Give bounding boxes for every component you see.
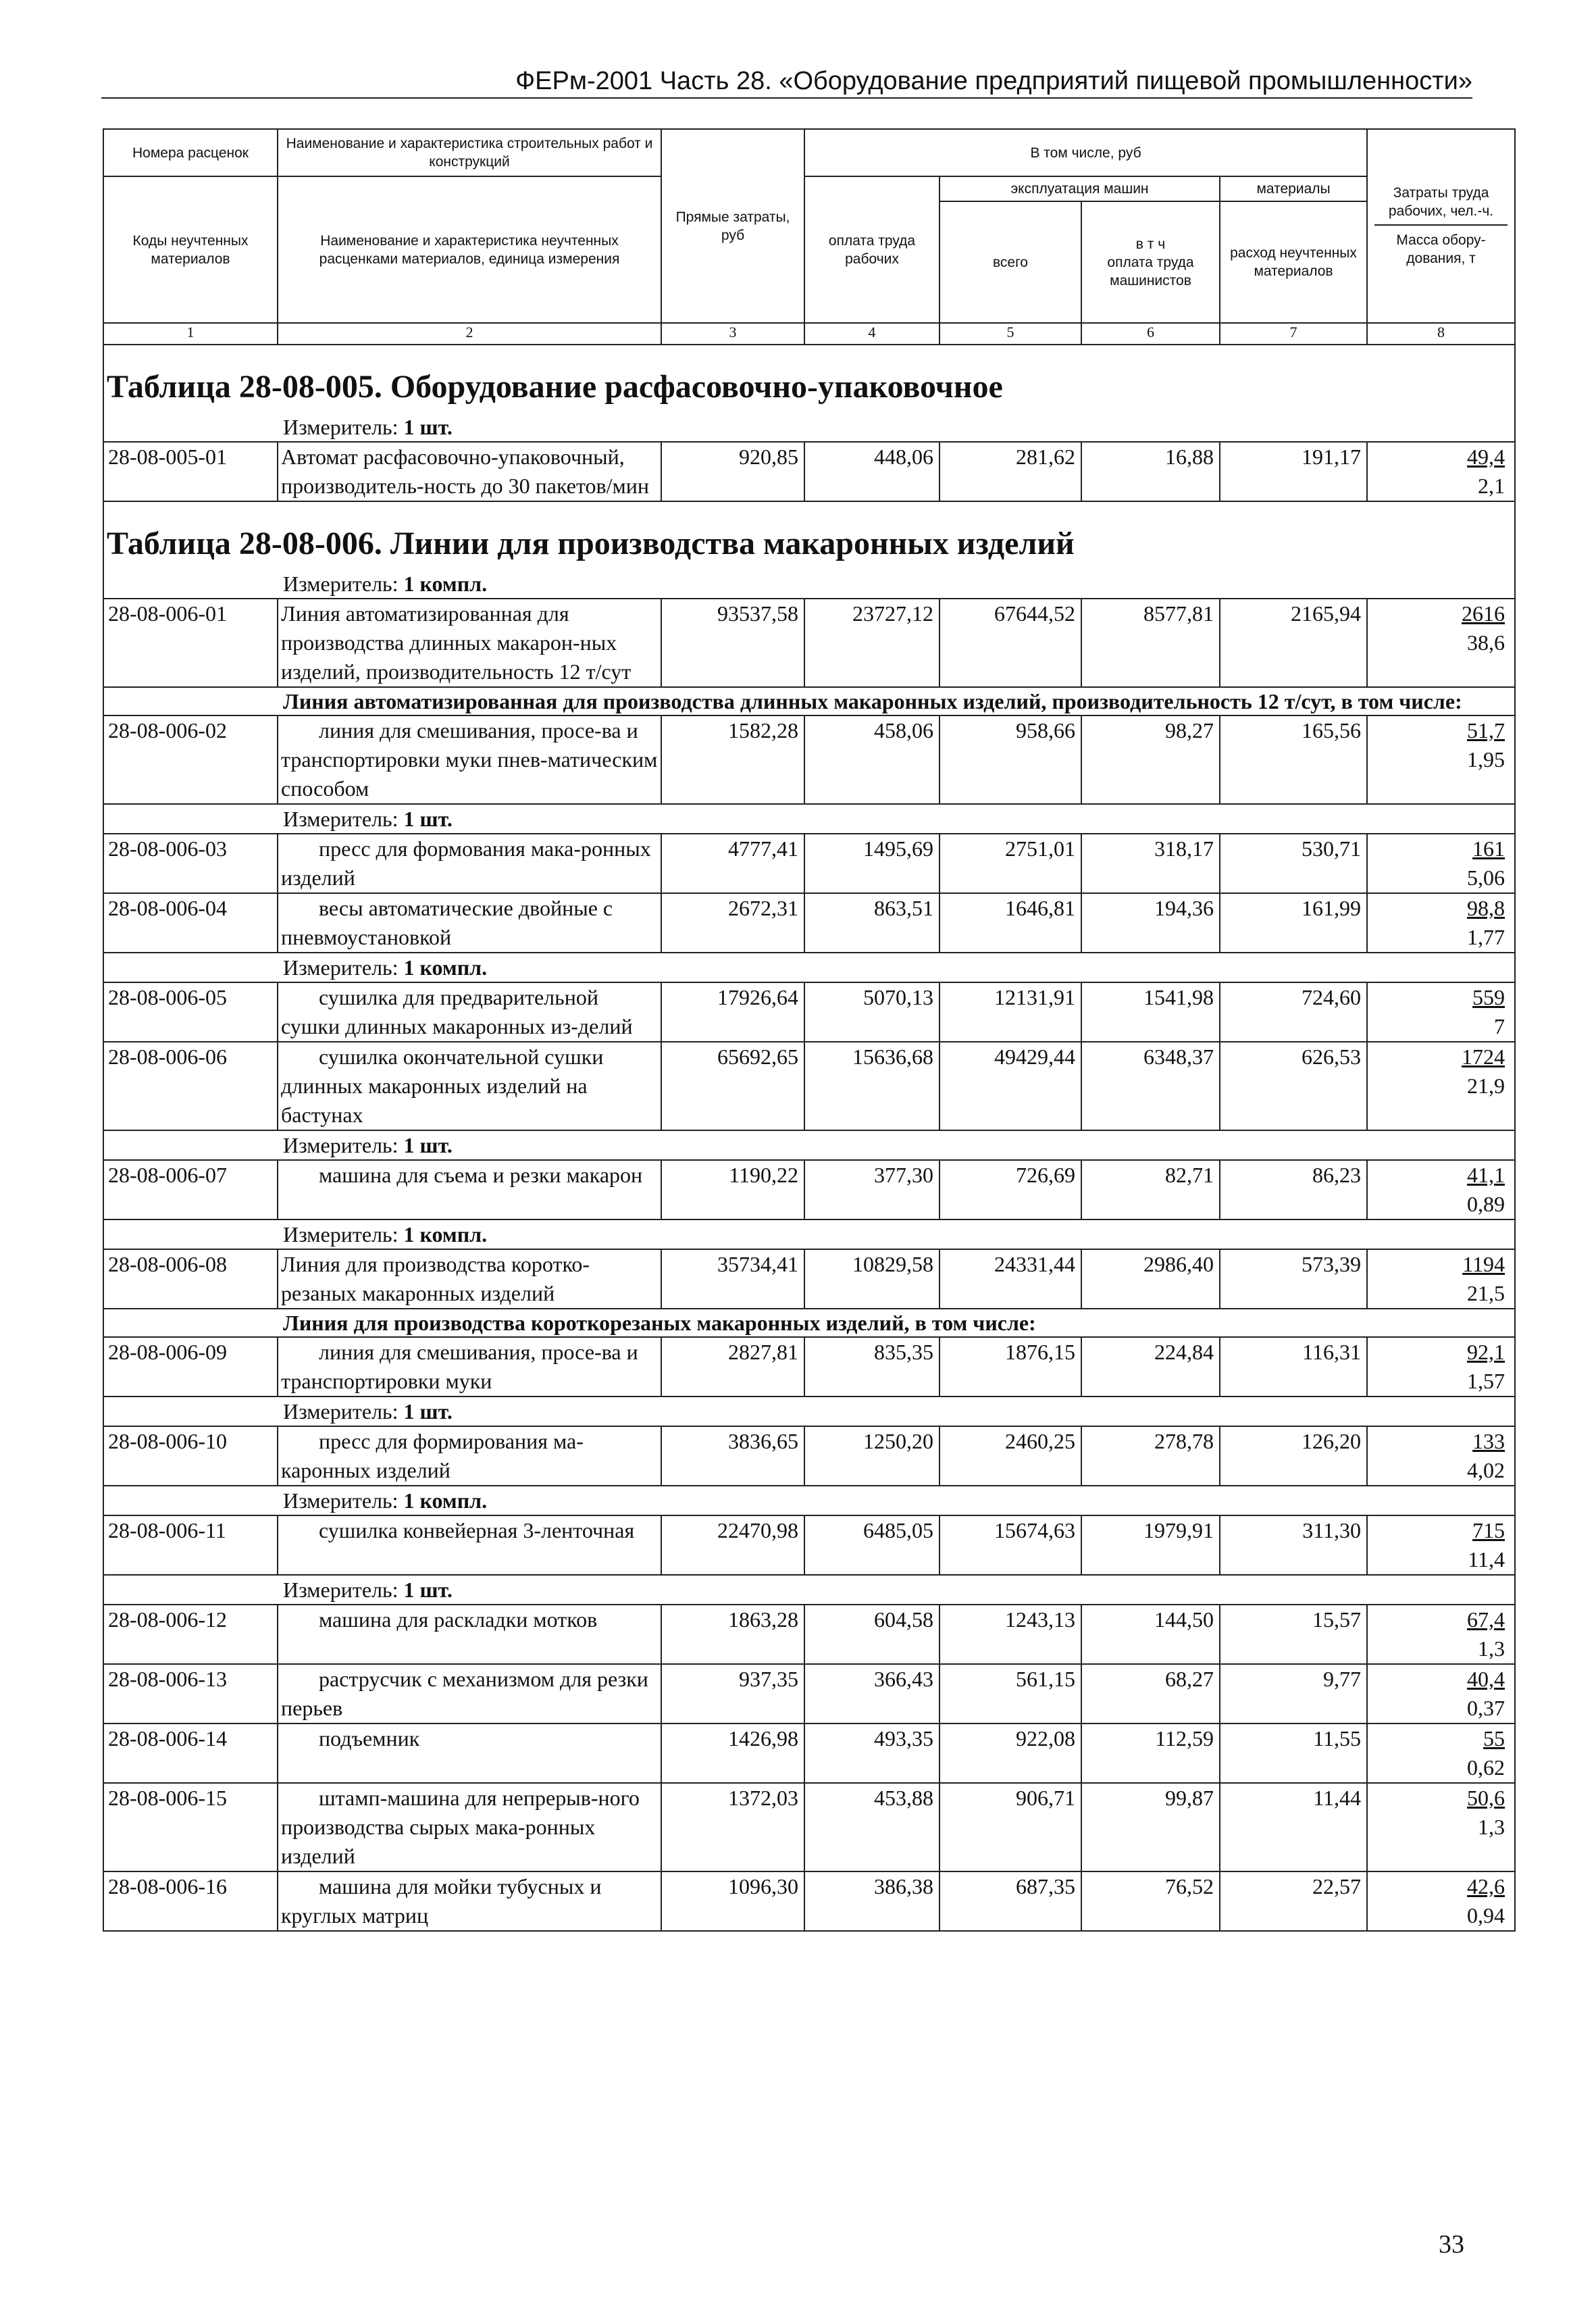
machine-labor: 224,84 [1081, 1337, 1220, 1397]
page-header [101, 65, 1472, 99]
materials: 86,23 [1220, 1160, 1367, 1219]
hd-col8 [1367, 129, 1515, 323]
machine-labor: 68,27 [1081, 1664, 1220, 1724]
hd-col2-top: Наименование и характеристика строительных работ и конструкций [278, 129, 661, 176]
machine-labor: 2986,40 [1081, 1249, 1220, 1309]
labor-hours: 1724 [1462, 1045, 1505, 1069]
machine-total: 726,69 [939, 1160, 1081, 1219]
table-row [103, 599, 1515, 687]
table-row [103, 893, 1515, 953]
rate-code: 28-08-006-03 [103, 834, 278, 893]
hd-num-2: 2 [278, 323, 661, 345]
labor-hours: 51,7 [1467, 718, 1505, 743]
equipment-mass: 11,4 [1468, 1547, 1505, 1571]
unit-006-6 [103, 1397, 1515, 1426]
machine-total: 2460,25 [939, 1426, 1081, 1486]
labor-mass [1367, 1871, 1515, 1931]
materials: 191,17 [1220, 442, 1367, 501]
rate-code: 28-08-006-15 [103, 1783, 278, 1871]
labor-hours: 2616 [1462, 601, 1505, 626]
hd-group: В том числе, руб [804, 129, 1367, 176]
table-row [103, 1515, 1515, 1575]
machine-total: 281,62 [939, 442, 1081, 501]
labor-mass [1367, 1515, 1515, 1575]
unit-006-4 [103, 1130, 1515, 1160]
labor-pay: 366,43 [804, 1664, 939, 1724]
machine-labor: 1541,98 [1081, 982, 1220, 1042]
rate-code: 28-08-006-16 [103, 1871, 278, 1931]
machine-total: 12131,91 [939, 982, 1081, 1042]
materials: 573,39 [1220, 1249, 1367, 1309]
labor-pay: 458,06 [804, 715, 939, 804]
equipment-mass: 5,06 [1467, 865, 1505, 890]
machine-total: 1876,15 [939, 1337, 1081, 1397]
equipment-mass: 1,77 [1467, 925, 1505, 949]
hd-num-5: 5 [939, 323, 1081, 345]
rate-code: 28-08-006-01 [103, 599, 278, 687]
machine-total: 1243,13 [939, 1605, 1081, 1664]
hd-col5: всего [939, 201, 1081, 323]
machine-total: 687,35 [939, 1871, 1081, 1931]
unit-label: Измеритель: [283, 1222, 398, 1247]
hd-materials: материалы [1220, 176, 1367, 201]
unit-row [103, 1575, 1515, 1605]
rate-name: сушилка окончательной сушки длинных макаронных изделий на бастунах [278, 1042, 661, 1130]
rate-code: 28-08-006-04 [103, 893, 278, 953]
labor-hours: 40,4 [1467, 1667, 1505, 1691]
hd-col2-bottom: Наименование и характеристика неучтенных расценками материалов, единица измерения [278, 176, 661, 323]
labor-pay: 23727,12 [804, 599, 939, 687]
labor-hours: 715 [1472, 1518, 1505, 1542]
labor-hours: 55 [1483, 1726, 1505, 1751]
equipment-mass: 1,3 [1478, 1815, 1505, 1839]
equipment-mass: 0,62 [1467, 1755, 1505, 1780]
machine-labor: 6348,37 [1081, 1042, 1220, 1130]
equipment-mass: 21,9 [1467, 1074, 1505, 1098]
labor-mass [1367, 1426, 1515, 1486]
table-row [103, 1605, 1515, 1664]
rate-name: сушилка для предварительной сушки длинных макаронных из-делий [278, 982, 661, 1042]
table-row [103, 1042, 1515, 1130]
hd-num-7: 7 [1220, 323, 1367, 345]
unit-label: Измеритель: [283, 415, 398, 439]
table-006-title-row [103, 501, 1515, 570]
hd-col3: Прямые затраты, руб [661, 129, 804, 323]
header-row-2 [103, 176, 1515, 201]
direct-cost: 2827,81 [661, 1337, 804, 1397]
labor-pay: 386,38 [804, 1871, 939, 1931]
machine-total: 24331,44 [939, 1249, 1081, 1309]
rate-name: сушилка конвейерная 3-ленточная [278, 1515, 661, 1575]
machine-total: 906,71 [939, 1783, 1081, 1871]
materials: 15,57 [1220, 1605, 1367, 1664]
table-row [103, 1871, 1515, 1931]
table-row [103, 1664, 1515, 1724]
subheading-row [103, 1309, 1515, 1337]
subheading-long-pasta: Линия автоматизированная для производства длинных макаронных изделий, производительность 12 т/сут, в том числе: [103, 687, 1515, 715]
direct-cost: 4777,41 [661, 834, 804, 893]
materials: 311,30 [1220, 1515, 1367, 1575]
subheading-short-pasta: Линия для производства короткорезаных макаронных изделий, в том числе: [103, 1309, 1515, 1337]
machine-total: 922,08 [939, 1724, 1081, 1783]
labor-mass [1367, 442, 1515, 501]
direct-cost: 1863,28 [661, 1605, 804, 1664]
unit-row [103, 1130, 1515, 1160]
materials: 2165,94 [1220, 599, 1367, 687]
hd-col8-bottom: Масса обору-дования, т [1396, 232, 1486, 266]
materials: 11,55 [1220, 1724, 1367, 1783]
direct-cost: 1190,22 [661, 1160, 804, 1219]
rate-code: 28-08-006-02 [103, 715, 278, 804]
header-row-1 [103, 129, 1515, 176]
materials: 626,53 [1220, 1042, 1367, 1130]
labor-hours: 98,8 [1467, 896, 1505, 920]
table-row [103, 834, 1515, 893]
rate-name: Линия для производства коротко-резаных макаронных изделий [278, 1249, 661, 1309]
table-row [103, 715, 1515, 804]
direct-cost: 3836,65 [661, 1426, 804, 1486]
rate-code: 28-08-006-13 [103, 1664, 278, 1724]
materials: 126,20 [1220, 1426, 1367, 1486]
machine-labor: 144,50 [1081, 1605, 1220, 1664]
labor-hours: 67,4 [1467, 1607, 1505, 1632]
labor-pay: 6485,05 [804, 1515, 939, 1575]
labor-mass [1367, 1783, 1515, 1871]
labor-mass [1367, 1724, 1515, 1783]
equipment-mass: 4,02 [1467, 1458, 1505, 1482]
machine-labor: 112,59 [1081, 1724, 1220, 1783]
hd-col7: расход неучтенных материалов [1220, 201, 1367, 323]
unit-value: 1 компл. [403, 572, 488, 596]
labor-mass [1367, 982, 1515, 1042]
hd-num-1: 1 [103, 323, 278, 345]
rate-name: Автомат расфасовочно-упаковочный, производитель-ность до 30 пакетов/мин [278, 442, 661, 501]
machine-total: 2751,01 [939, 834, 1081, 893]
rate-name: подъемник [278, 1724, 661, 1783]
hd-col6 [1081, 201, 1220, 323]
unit-006-3 [103, 953, 1515, 982]
machine-labor: 99,87 [1081, 1783, 1220, 1871]
rate-code: 28-08-006-10 [103, 1426, 278, 1486]
rate-code: 28-08-006-08 [103, 1249, 278, 1309]
table-row [103, 1249, 1515, 1309]
equipment-mass: 1,95 [1467, 747, 1505, 772]
table-row [103, 1337, 1515, 1397]
direct-cost: 1096,30 [661, 1871, 804, 1931]
rate-code: 28-08-006-05 [103, 982, 278, 1042]
unit-value: 1 шт. [403, 1133, 453, 1157]
rate-name: Линия автоматизированная для производства длинных макарон-ных изделий, производительность 12 т/сут [278, 599, 661, 687]
unit-label: Измеритель: [283, 1133, 398, 1157]
hd-col1-top: Номера расценок [103, 129, 278, 176]
machine-total: 958,66 [939, 715, 1081, 804]
unit-value: 1 компл. [403, 1222, 488, 1247]
equipment-mass: 0,37 [1467, 1696, 1505, 1720]
table-row [103, 1426, 1515, 1486]
equipment-mass: 0,89 [1467, 1192, 1505, 1216]
labor-pay: 448,06 [804, 442, 939, 501]
machine-labor: 8577,81 [1081, 599, 1220, 687]
rate-name: раструсчик с механизмом для резки перьев [278, 1664, 661, 1724]
unit-value: 1 компл. [403, 1488, 488, 1513]
hd-machines: эксплуатация машин [939, 176, 1220, 201]
labor-hours: 92,1 [1467, 1340, 1505, 1364]
rate-code: 28-08-006-12 [103, 1605, 278, 1664]
labor-hours: 50,6 [1467, 1786, 1505, 1810]
labor-pay: 604,58 [804, 1605, 939, 1664]
unit-row [103, 1486, 1515, 1515]
labor-mass [1367, 1337, 1515, 1397]
rate-name: линия для смешивания, просе-ва и транспортировки муки пнев-матическим способом [278, 715, 661, 804]
rate-name: весы автоматические двойные с пневмоустановкой [278, 893, 661, 953]
machine-labor: 278,78 [1081, 1426, 1220, 1486]
rate-code: 28-08-006-11 [103, 1515, 278, 1575]
labor-pay: 453,88 [804, 1783, 939, 1871]
materials: 165,56 [1220, 715, 1367, 804]
labor-pay: 493,35 [804, 1724, 939, 1783]
equipment-mass: 21,5 [1467, 1281, 1505, 1305]
hd-col6-a: в т ч [1135, 236, 1166, 252]
unit-label: Измеритель: [283, 1578, 398, 1602]
direct-cost: 920,85 [661, 442, 804, 501]
machine-labor: 318,17 [1081, 834, 1220, 893]
table-005-title-row [103, 345, 1515, 413]
hd-col8-top: Затраты труда рабочих, чел.-ч. [1374, 180, 1508, 226]
rate-name: штамп-машина для непрерыв-ного производства сырых мака-ронных изделий [278, 1783, 661, 1871]
machine-labor: 194,36 [1081, 893, 1220, 953]
labor-mass [1367, 1664, 1515, 1724]
machine-total: 561,15 [939, 1664, 1081, 1724]
equipment-mass: 2,1 [1478, 474, 1505, 498]
unit-006-2 [103, 804, 1515, 834]
rate-code: 28-08-006-14 [103, 1724, 278, 1783]
table-005-title: Таблица 28-08-005. Оборудование расфасовочно-упаковочное [103, 345, 1515, 413]
unit-label: Измеритель: [283, 955, 398, 980]
labor-pay: 863,51 [804, 893, 939, 953]
unit-006-8 [103, 1575, 1515, 1605]
equipment-mass: 7 [1494, 1014, 1505, 1038]
machine-labor: 1979,91 [1081, 1515, 1220, 1575]
table-row [103, 1724, 1515, 1783]
machine-labor: 76,52 [1081, 1871, 1220, 1931]
machine-total: 15674,63 [939, 1515, 1081, 1575]
unit-006-1 [103, 570, 1515, 599]
labor-pay: 15636,68 [804, 1042, 939, 1130]
materials: 724,60 [1220, 982, 1367, 1042]
unit-value: 1 компл. [403, 955, 488, 980]
rate-code: 28-08-006-09 [103, 1337, 278, 1397]
unit-label: Измеритель: [283, 1488, 398, 1513]
rate-name: линия для смешивания, просе-ва и транспортировки муки [278, 1337, 661, 1397]
direct-cost: 1372,03 [661, 1783, 804, 1871]
hd-num-6: 6 [1081, 323, 1220, 345]
table-row [103, 1160, 1515, 1219]
labor-hours: 559 [1472, 985, 1505, 1009]
rate-name: машина для мойки тубусных и круглых матриц [278, 1871, 661, 1931]
table-row [103, 982, 1515, 1042]
hd-num-8: 8 [1367, 323, 1515, 345]
hd-num-3: 3 [661, 323, 804, 345]
materials: 116,31 [1220, 1337, 1367, 1397]
unit-row [103, 953, 1515, 982]
hd-col6-b: оплата труда машинистов [1107, 254, 1194, 288]
rate-code: 28-08-006-06 [103, 1042, 278, 1130]
materials: 22,57 [1220, 1871, 1367, 1931]
unit-label: Измеритель: [283, 1399, 398, 1424]
materials: 11,44 [1220, 1783, 1367, 1871]
unit-005 [103, 413, 1515, 442]
direct-cost: 17926,64 [661, 982, 804, 1042]
table-006-title: Таблица 28-08-006. Линии для производства макаронных изделий [103, 501, 1515, 570]
equipment-mass: 0,94 [1467, 1903, 1505, 1928]
machine-labor: 82,71 [1081, 1160, 1220, 1219]
table-row [103, 1783, 1515, 1871]
direct-cost: 35734,41 [661, 1249, 804, 1309]
page-header-title: ФЕРм-2001 Часть 28. «Оборудование предприятий пищевой промышленности» [515, 67, 1472, 95]
direct-cost: 1426,98 [661, 1724, 804, 1783]
unit-value: 1 шт. [403, 1399, 453, 1424]
hd-num-4: 4 [804, 323, 939, 345]
equipment-mass: 38,6 [1467, 630, 1505, 655]
direct-cost: 22470,98 [661, 1515, 804, 1575]
labor-mass [1367, 1249, 1515, 1309]
unit-label: Измеритель: [283, 572, 398, 596]
labor-hours: 49,4 [1467, 445, 1505, 469]
unit-006-7 [103, 1486, 1515, 1515]
unit-label: Измеритель: [283, 807, 398, 831]
unit-value: 1 шт. [403, 1578, 453, 1602]
subheading-row [103, 687, 1515, 715]
labor-pay: 1495,69 [804, 834, 939, 893]
direct-cost: 93537,58 [661, 599, 804, 687]
page-number: 33 [1439, 2230, 1464, 2259]
materials: 161,99 [1220, 893, 1367, 953]
labor-mass [1367, 893, 1515, 953]
labor-mass [1367, 1042, 1515, 1130]
labor-mass [1367, 715, 1515, 804]
unit-value: 1 шт. [403, 807, 453, 831]
unit-value: 1 шт. [403, 415, 453, 439]
unit-row [103, 804, 1515, 834]
labor-pay: 1250,20 [804, 1426, 939, 1486]
rate-name: машина для съема и резки макарон [278, 1160, 661, 1219]
direct-cost: 2672,31 [661, 893, 804, 953]
unit-row [103, 1397, 1515, 1426]
labor-pay: 377,30 [804, 1160, 939, 1219]
direct-cost: 1582,28 [661, 715, 804, 804]
rate-code: 28-08-005-01 [103, 442, 278, 501]
hd-col1-bottom: Коды неучтенных материалов [103, 176, 278, 323]
unit-row [103, 413, 1515, 442]
machine-total: 67644,52 [939, 599, 1081, 687]
labor-hours: 42,6 [1467, 1874, 1505, 1898]
rate-code: 28-08-006-07 [103, 1160, 278, 1219]
labor-hours: 1194 [1462, 1252, 1505, 1276]
rate-name: пресс для формирования ма-каронных изделий [278, 1426, 661, 1486]
rate-name: машина для раскладки мотков [278, 1605, 661, 1664]
equipment-mass: 1,3 [1478, 1636, 1505, 1661]
labor-mass [1367, 834, 1515, 893]
labor-hours: 161 [1472, 836, 1505, 861]
direct-cost: 937,35 [661, 1664, 804, 1724]
materials: 9,77 [1220, 1664, 1367, 1724]
materials: 530,71 [1220, 834, 1367, 893]
machine-labor: 98,27 [1081, 715, 1220, 804]
labor-mass [1367, 1160, 1515, 1219]
labor-hours: 133 [1472, 1429, 1505, 1453]
machine-total: 1646,81 [939, 893, 1081, 953]
labor-pay: 5070,13 [804, 982, 939, 1042]
hd-col4: оплата труда рабочих [804, 176, 939, 323]
labor-mass [1367, 1605, 1515, 1664]
labor-mass [1367, 599, 1515, 687]
labor-pay: 10829,58 [804, 1249, 939, 1309]
table-row [103, 442, 1515, 501]
unit-row [103, 570, 1515, 599]
direct-cost: 65692,65 [661, 1042, 804, 1130]
machine-labor: 16,88 [1081, 442, 1220, 501]
header-numbers-row [103, 323, 1515, 345]
machine-total: 49429,44 [939, 1042, 1081, 1130]
price-table [103, 128, 1516, 1932]
labor-pay: 835,35 [804, 1337, 939, 1397]
rate-name: пресс для формования мака-ронных изделий [278, 834, 661, 893]
unit-row [103, 1219, 1515, 1249]
equipment-mass: 1,57 [1467, 1369, 1505, 1393]
labor-hours: 41,1 [1467, 1163, 1505, 1187]
unit-006-5 [103, 1219, 1515, 1249]
